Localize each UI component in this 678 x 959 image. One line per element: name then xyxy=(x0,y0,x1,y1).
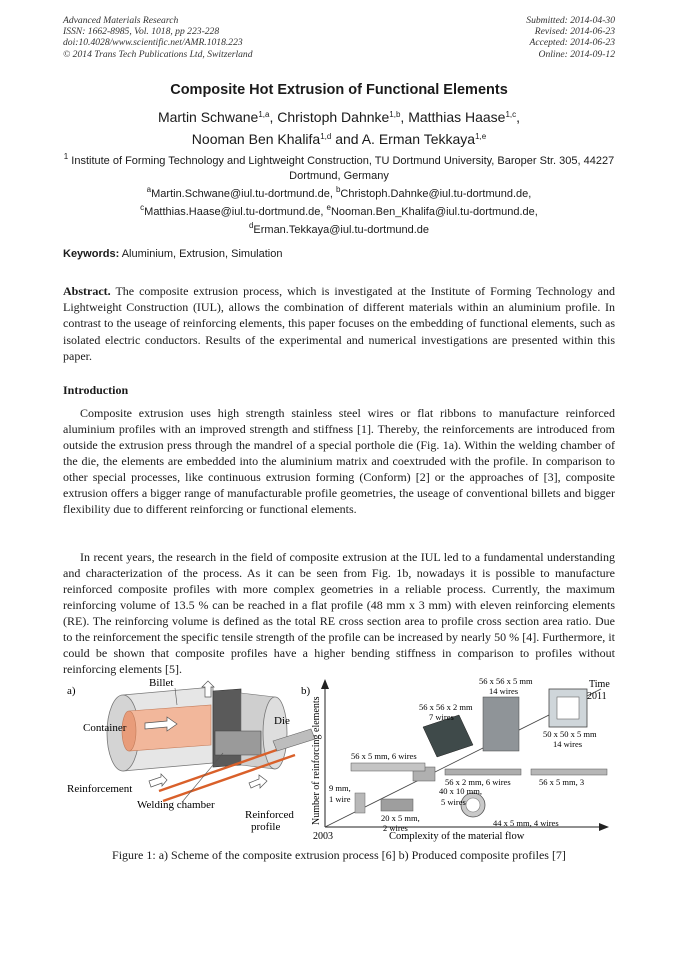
year-start-label: 2003 xyxy=(313,831,333,842)
profile-label-56x5-3w: 56 x 5 mm, 3 xyxy=(539,777,585,787)
keywords-label: Keywords: xyxy=(63,248,120,260)
profiles-panel xyxy=(301,676,610,842)
figure-1-caption: Figure 1: a) Scheme of the composite extrusion process [6] b) Produced composite profiles [7] xyxy=(112,848,566,862)
profile-label-56x56x2-2: 7 wires xyxy=(429,712,454,722)
intro-paragraph-2: In recent years, the research in the field of composite extrusion at the IUL led to a fundamental understanding and characterization of the process. As it can be seen from Fig. 1b, nowadays it is possible to manufacture reinforced composite profiles with more complex geometries in a reliable process. Currently, the maximum reinforcing volume of 13.5 % can be reached in a flat profile (48 mm x 3 mm) with eleven reinforcing elements (RE). The reinforcing volume is defined as the total RE cross section area to profile cross section area ratio. Due to the reinforcement the specific tensile strength of the profile can be increased by nearly 50 % [4]. Furthermore, it could be shown that composite profiles have a higher bending stiffness in comparison to profiles without reinforcing elements [5]. xyxy=(63,550,615,676)
x-axis-label: Complexity of the material flow xyxy=(389,831,525,842)
panel-b-tag: b) xyxy=(301,685,311,697)
profile-photo-56x5-6w xyxy=(351,763,425,771)
time-label: Time xyxy=(589,679,610,690)
intro-paragraph-1: Composite extrusion uses high strength stainless steel wires or flat ribbons to manufacture reinforced aluminium profiles with an improved strength and stiffness [1]. Thereby, the reinforcements are introduced from outside the extrusion press through the mandrel of a special porthole die (Fig. 1a). Within the welding chamber of the die, the elements are embedded into the aluminium matrix and coextruded with the profile. In comparison to other special processes, like continuous extrusion forming (Conform) [2] or the approaches of [3], composite extrusion offers a bigger range of manufacturable profile geometries, the useage of conventional billets and bigger flexibility due to different reinforcing or functional elements. xyxy=(63,406,615,516)
reinforcement-label: Reinforcement xyxy=(67,783,133,795)
journal-copyright: © 2014 Trans Tech Publications Ltd, Switzerland xyxy=(63,48,253,60)
profile-label-56x56x5-1: 56 x 56 x 5 mm xyxy=(479,676,533,686)
section-heading-introduction: Introduction xyxy=(63,383,129,397)
submitted-date: Submitted: 2014-04-30 xyxy=(526,15,615,26)
profile-label-9mm-1: 9 mm, xyxy=(329,783,351,793)
profile-label-50x50x5-2: 14 wires xyxy=(553,739,583,749)
profile-photo-56x5-3w xyxy=(531,769,607,775)
keywords-text: Aluminium, Extrusion, Simulation xyxy=(119,248,283,260)
affiliation-sup: 1 xyxy=(63,152,69,161)
welding-chamber-shape xyxy=(215,731,261,755)
author-sep: , xyxy=(516,109,521,125)
profile-label-40x10-2: 5 wires xyxy=(441,797,466,807)
author-sep: and xyxy=(331,131,362,147)
profile-photo-50x50x5-hole xyxy=(557,697,579,719)
welding-chamber-label: Welding chamber xyxy=(137,799,215,811)
email-sup: c xyxy=(140,203,145,212)
journal-name: Advanced Materials Research xyxy=(63,15,179,26)
profile-photo-56x2 xyxy=(445,769,521,775)
author-affil-sup: 1,c xyxy=(505,110,517,119)
profile-photo-56x56x5 xyxy=(483,697,519,751)
author-sep: , xyxy=(269,109,278,125)
journal-header xyxy=(63,15,253,60)
email-link[interactable]: Christoph.Dahnke@iul.tu-dortmund.de, xyxy=(340,188,532,200)
figure-1-graphic xyxy=(63,675,615,843)
abstract-text: The composite extrusion process, which is investigated at the Institute of Forming Technology and Lightweight Construction (IUL), allows the combination of different materials within an aluminium profile. In contrast to the useage of reinforcing elements, this paper focuses on the embedding of functional elements, such as isolated electric conductors. Results of the experimental and numerical investigations are presented within this paper. xyxy=(63,284,615,363)
email-sup: e xyxy=(326,203,331,212)
online-date: Online: 2014-09-12 xyxy=(538,48,615,60)
author-name: Matthias Haase xyxy=(408,109,506,125)
profile-photo-44x5-hole xyxy=(466,798,480,812)
author-name: Nooman Ben Khalifa xyxy=(191,131,321,147)
author-sep: , xyxy=(400,109,409,125)
paper-title: Composite Hot Extrusion of Functional Elements xyxy=(170,82,508,98)
submission-dates xyxy=(500,15,615,60)
profile-arrow-icon xyxy=(249,775,267,788)
email-list xyxy=(63,183,615,237)
container-label: Container xyxy=(83,722,127,734)
affiliation-text: Institute of Forming Technology and Lightweight Construction, TU Dortmund University, Baroper Str. 305, 44227 Dortmund, Germany xyxy=(68,155,615,182)
billet-label: Billet xyxy=(149,677,174,689)
journal-doi[interactable]: doi:10.4028/www.scientific.net/AMR.1018.223 xyxy=(63,37,243,49)
die-label: Die xyxy=(274,715,290,727)
profile-label-50x50x5-1: 50 x 50 x 5 mm xyxy=(543,729,597,739)
profile-label-40x10-1: 40 x 10 mm, xyxy=(439,786,482,796)
author-affil-sup: 1,d xyxy=(320,132,332,141)
profile-label-9mm-2: 1 wire xyxy=(329,794,351,804)
keywords xyxy=(63,248,282,260)
revised-date: Revised: 2014-06-23 xyxy=(534,26,615,38)
panel-a-tag: a) xyxy=(67,685,76,697)
email-sup: a xyxy=(146,185,152,194)
y-axis-arrow-icon xyxy=(321,679,329,689)
journal-issn: ISSN: 1662-8985, Vol. 1018, pp 223-228 xyxy=(63,26,220,38)
x-axis-arrow-icon xyxy=(599,823,609,831)
profile-label-56x2: 56 x 2 mm, 6 wires xyxy=(445,777,511,787)
reinforced-profile-label-2: profile xyxy=(251,821,281,833)
profile-label-20x5-1: 20 x 5 mm, xyxy=(381,813,420,823)
email-sup: d xyxy=(248,221,254,230)
email-link[interactable]: Matthias.Haase@iul.tu-dortmund.de, xyxy=(144,206,327,218)
reinforcement-arrow-icon xyxy=(149,774,167,787)
author-affil-sup: 1,e xyxy=(475,132,487,141)
profile-label-56x56x5-2: 14 wires xyxy=(489,686,519,696)
affiliation xyxy=(63,149,615,184)
email-link[interactable]: Martin.Schwane@iul.tu-dortmund.de, xyxy=(151,188,336,200)
figure-1 xyxy=(63,675,615,843)
process-scheme xyxy=(67,677,315,833)
email-sup: b xyxy=(335,185,341,194)
profile-photo-9mm xyxy=(355,793,365,813)
author-name: Martin Schwane xyxy=(157,109,259,125)
author-name: A. Erman Tekkaya xyxy=(361,131,476,147)
abstract xyxy=(63,283,615,364)
email-line-3 xyxy=(63,219,615,237)
author-name: Christoph Dahnke xyxy=(277,109,390,125)
profile-label-20x5-2: 2 wires xyxy=(383,823,408,833)
author-list xyxy=(0,105,678,149)
author-line-1 xyxy=(0,105,678,127)
author-affil-sup: 1,a xyxy=(258,110,270,119)
abstract-label: Abstract. xyxy=(63,284,111,298)
author-line-2 xyxy=(0,127,678,149)
profile-label-44x5: 44 x 5 mm, 4 wires xyxy=(493,818,559,828)
accepted-date: Accepted: 2014-06-23 xyxy=(529,37,615,49)
email-line-2 xyxy=(63,201,615,219)
email-line-1 xyxy=(63,183,615,201)
email-link[interactable]: Erman.Tekkaya@iul.tu-dortmund.de xyxy=(253,224,430,236)
profile-label-56x56x2-1: 56 x 56 x 2 mm xyxy=(419,702,473,712)
year-end-label: 2011 xyxy=(587,691,607,702)
profile-photo-20x5 xyxy=(381,799,413,811)
reinforced-profile-label-1: Reinforced xyxy=(245,809,294,821)
author-affil-sup: 1,b xyxy=(389,110,401,119)
email-link[interactable]: Nooman.Ben_Khalifa@iul.tu-dortmund.de, xyxy=(330,206,538,218)
y-axis-label: Number of reinforcing elements xyxy=(311,696,322,825)
profile-label-56x5-6w: 56 x 5 mm, 6 wires xyxy=(351,751,417,761)
